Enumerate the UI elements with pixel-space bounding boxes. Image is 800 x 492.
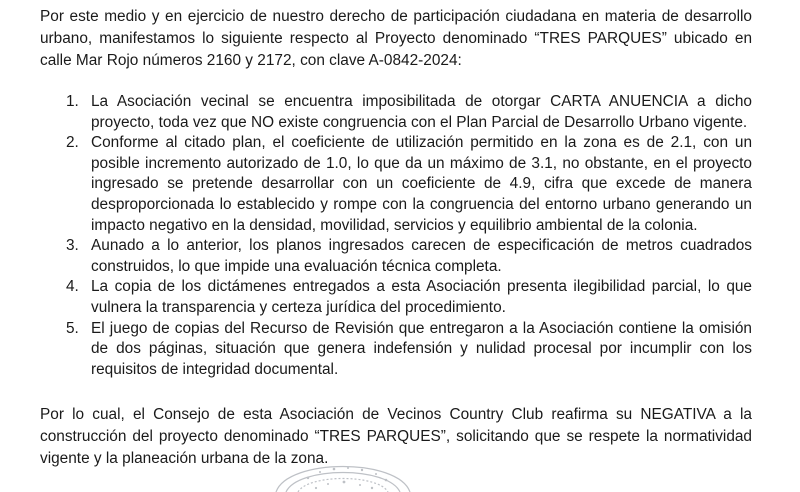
intro-paragraph: Por este medio y en ejercicio de nuestro derecho de participación ciudadana en materia de desarrollo urbano, manifestamos lo siguiente respecto al Proyecto denominado “TRES PARQUES” ubicado en calle Mar Rojo números 2160 y 2172, con clave A-0842-2024: — [40, 8, 752, 69]
list-item-text: Conforme al citado plan, el coeficiente de utilización permitido en la zona es de 2.1, con un posible incremento autorizado de 1.0, lo que da un máximo de 3.1, no obstante, en el proyecto ingresado se pretende desarrollar con un coeficiente de 4.9, cifra que excede de manera desproporcionada lo establecido y rompe con la congruencia del entorno urbano generando un impacto negativo en la densidad, movilidad, servicios y equilibrio ambiental de la colonia. — [91, 134, 752, 234]
list-item-5 — [66, 319, 752, 381]
list-number: 3. — [66, 237, 79, 255]
list-number: 5. — [66, 319, 79, 337]
numbered-list — [66, 92, 752, 380]
list-item-text: El juego de copias del Recurso de Revisión que entregaron a la Asociación contiene la omisión de dos páginas, situación que genera indefensión y nulidad procesal por incumplir con los requisitos de integridad documental. — [91, 319, 752, 378]
list-item-text: La copia de los dictámenes entregados a esta Asociación presenta ilegibilidad parcial, lo que vulnera la transparencia y certeza jurídica del procedimiento. — [91, 278, 752, 316]
list-number: 4. — [66, 278, 79, 296]
list-item-2 — [66, 133, 752, 236]
list-number: 2. — [66, 134, 79, 152]
list-number: 1. — [66, 93, 79, 110]
list-item-3 — [66, 236, 752, 277]
list-item-1 — [66, 92, 752, 133]
seal-stamp-icon — [268, 448, 418, 492]
list-item-4 — [66, 277, 752, 318]
list-item-text: Aunado a lo anterior, los planos ingresados carecen de especificación de metros cuadrados construidos, lo que impide una evaluación técnica completa. — [91, 237, 752, 275]
closing-paragraph: Por lo cual, el Consejo de esta Asociación de Vecinos Country Club reafirma su NEGATIVA a la construcción del proyecto denominado “TRES PARQUES”, solicitando que se respete la normatividad vigente y la planeación urbana de la zona. — [40, 406, 752, 467]
list-item-text: La Asociación vecinal se encuentra imposibilitada de otorgar CARTA ANUENCIA a dicho proyecto, toda vez que NO existe congruencia con el Plan Parcial de Desarrollo Urbano vigente. — [91, 93, 752, 131]
